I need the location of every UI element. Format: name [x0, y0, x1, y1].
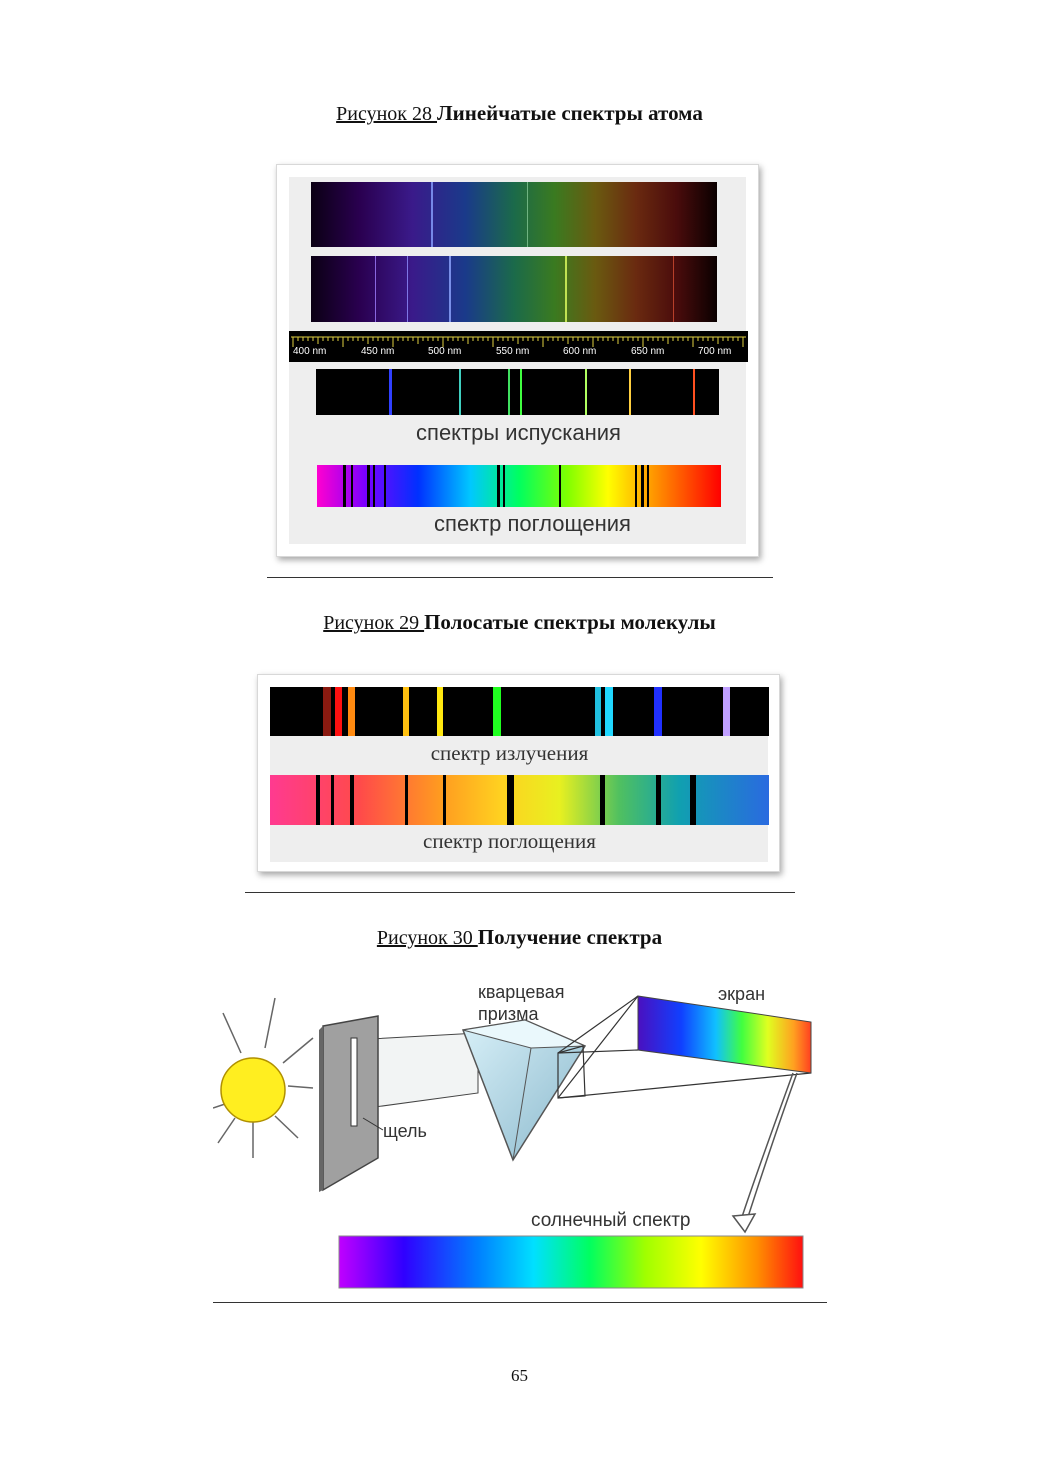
- figure-30-caption: [0, 925, 1039, 950]
- band-emission-spectrum: [270, 687, 769, 736]
- figure-28-image: [276, 164, 759, 557]
- line-spectra-drawing: [277, 165, 760, 558]
- solar-spectrum-label: солнечный спектр: [531, 1210, 691, 1231]
- figure-29-rule: [245, 892, 795, 893]
- slit-label: щель: [383, 1121, 427, 1141]
- scale-tick-label: 600 nm: [563, 346, 597, 357]
- absorption-label: спектр поглощения: [434, 511, 631, 536]
- continuous-spectrum-1: [311, 182, 717, 247]
- band-emission-label: спектр излучения: [430, 741, 589, 765]
- prism-label-line-2: призма: [478, 1004, 539, 1024]
- scale-tick-label: 450 nm: [361, 346, 395, 357]
- scale-tick-label: 400 nm: [293, 346, 327, 357]
- figure-30-prefix: Рисунок 30: [376, 927, 478, 949]
- scale-tick-label: 500 nm: [428, 346, 462, 357]
- band-absorption-label: спектр поглощения: [423, 829, 596, 853]
- absorption-line-spectrum: [317, 465, 721, 507]
- figure-28-rule: [267, 577, 773, 578]
- figure-29-prefix: Рисунок 29: [323, 612, 425, 634]
- prism-setup-drawing: [213, 978, 827, 1296]
- emission-line-spectrum: [316, 369, 719, 415]
- sun-icon: [221, 1058, 285, 1122]
- slit: [351, 1038, 357, 1126]
- arrow-icon: [733, 1214, 755, 1232]
- scale-labels: [291, 346, 746, 360]
- figure-28-title: Линейчатые спектры атома: [437, 101, 703, 125]
- scale-tick-label: 550 nm: [496, 346, 530, 357]
- continuous-spectrum-2: [311, 256, 717, 322]
- scale-tick-label: 700 nm: [698, 346, 732, 357]
- figure-30-image: [213, 978, 827, 1296]
- figure-30-rule: [213, 1302, 827, 1303]
- figure-28-prefix: Рисунок 28: [336, 103, 437, 125]
- screen: [638, 996, 811, 1073]
- figure-29-caption: [0, 610, 1039, 635]
- figure-29-title: Полосатые спектры молекулы: [424, 610, 716, 634]
- page-number: 65: [511, 1366, 528, 1385]
- prism-label-line-1: кварцевая: [478, 982, 565, 1002]
- figure-30-title: Получение спектра: [477, 925, 663, 949]
- figure-28-caption: [0, 101, 1039, 126]
- scale-tick-label: 650 nm: [631, 346, 665, 357]
- figure-29-image: [257, 674, 780, 872]
- screen-label: экран: [718, 984, 766, 1004]
- solar-spectrum-bar: [339, 1236, 803, 1288]
- emission-label: спектры испускания: [416, 420, 621, 445]
